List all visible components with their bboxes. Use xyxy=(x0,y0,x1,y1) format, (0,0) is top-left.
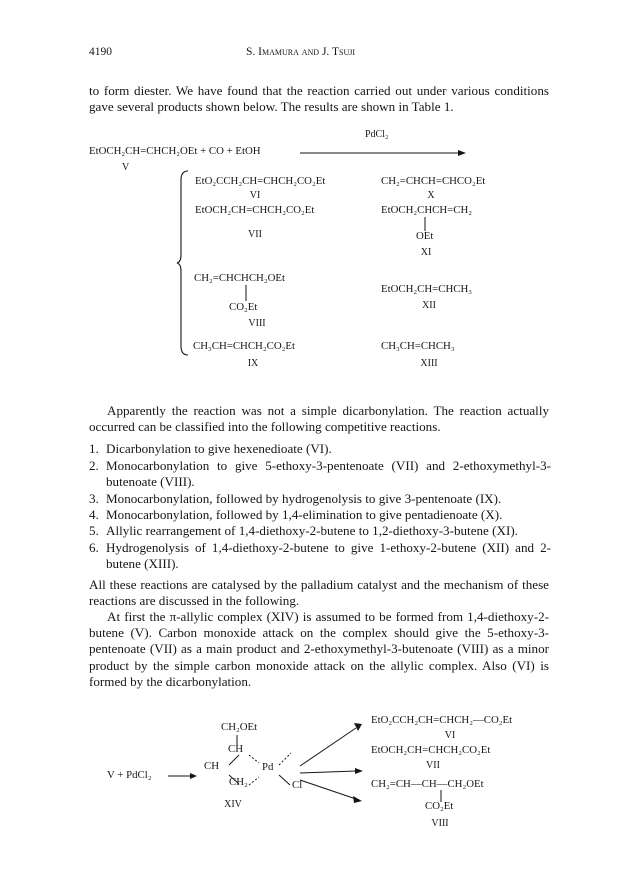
paragraph-4: At first the π-allylic complex (XIV) is assumed to be formed from 1,4-diethoxy-2-butene (V). Carbon monoxide attack on the complex should give the 5-ethoxy-3-pentenoate (VII) as a main product and 2-ethoxymethyl-3-butenoate (VIII) as a minor product by the simple carbon monoxide attack on the allylic complex. Also (VI) is formed by the dicarbonylation. xyxy=(89,609,549,689)
list-item xyxy=(89,458,551,490)
bond-line xyxy=(423,217,427,231)
running-title: S. Imamura and J. Tsuji xyxy=(246,46,355,58)
list-item-text: Monocarbonylation, followed by hydrogenolysis to give 3-pentenoate (IX). xyxy=(106,491,502,506)
list-item xyxy=(89,507,551,523)
paragraph-2: Apparently the reaction was not a simple dicarbonylation. The reaction actually occurred can be classified into the following competitive reactions. xyxy=(89,403,549,435)
product-label: XIII xyxy=(420,358,438,369)
list-item-text: Dicarbonylation to give hexenedioate (VI). xyxy=(106,441,332,456)
list-item-number: 1. xyxy=(89,441,99,456)
list-item xyxy=(89,491,551,507)
complex-pd: Pd xyxy=(262,761,274,773)
product-label: VIII xyxy=(248,318,266,329)
list-item-number: 3. xyxy=(89,491,99,506)
product-label: VII xyxy=(248,229,262,240)
product-arrows xyxy=(292,718,372,818)
list-item-number: 6. xyxy=(89,540,99,555)
reaction-arrow xyxy=(300,148,468,158)
product-formula: EtOCH₂CH=CHCH₃ xyxy=(381,283,473,295)
complex-top-group: CH₂OEt xyxy=(221,721,258,733)
list-item-number: 5. xyxy=(89,523,99,538)
list-item-number: 2. xyxy=(89,458,99,473)
product-formula: CH₂=CHCH=CHCO₂Et xyxy=(381,175,486,187)
product-formula: EtOCH₂CH=CHCH₂CO₂Et xyxy=(195,204,315,216)
product-label: XI xyxy=(420,247,432,258)
bond-line xyxy=(244,285,248,301)
reagent-label: PdCl₂ xyxy=(365,129,389,140)
product-formula: EtO₂CCH₂CH=CHCH₂CO₂Et xyxy=(195,175,326,187)
reactant-equation: V + PdCl₂ xyxy=(107,769,152,781)
reactant-label: V xyxy=(122,162,130,173)
product-label: IX xyxy=(247,358,259,369)
list-item-number: 4. xyxy=(89,507,99,522)
page-number: 4190 xyxy=(89,46,112,58)
product-formula: CH₃CH=CHCH₂CO₂Et xyxy=(193,340,295,352)
list-item xyxy=(89,523,551,539)
substituent: CO₂Et xyxy=(229,301,258,313)
product-label: VI xyxy=(444,730,456,741)
product-label: VII xyxy=(426,760,440,771)
complex-cl: Cl xyxy=(292,779,303,791)
paragraph-3: All these reactions are catalysed by the palladium catalyst and the mechanism of these reactions are discussed in the following. xyxy=(89,577,549,609)
substituent: CO₂Et xyxy=(425,800,454,812)
list-item xyxy=(89,540,551,572)
product-label: X xyxy=(427,190,435,201)
product-formula: EtOCH₂CH=CHCH₂CO₂Et xyxy=(371,744,491,756)
product-formula: EtO₂CCH₂CH=CHCH₂—CO₂Et xyxy=(371,714,513,726)
complex-label: XIV xyxy=(224,799,242,810)
product-formula: CH₃CH=CHCH₃ xyxy=(381,340,455,352)
product-formula: EtOCH₂CHCH=CH₂ xyxy=(381,204,473,216)
product-formula: CH₂=CH—CH—CH₂OEt xyxy=(371,778,484,790)
substituent: OEt xyxy=(416,230,434,242)
complex-ch: CH xyxy=(228,743,243,755)
list-item-text: Hydrogenolysis of 1,4-diethoxy-2-butene to give 1-ethoxy-2-butene (XII) and 2-butene (XIII). xyxy=(106,540,551,572)
list-item xyxy=(89,441,551,457)
intro-paragraph: to form diester. We have found that the reaction carried out under various conditions gave several products shown below. The results are shown in Table 1. xyxy=(89,83,549,115)
reactant-equation: EtOCH₂CH=CHCH₂OEt + CO + EtOH xyxy=(89,145,261,157)
complex-left-ch: CH xyxy=(204,760,219,772)
list-item-text: Monocarbonylation to give 5-ethoxy-3-pentenoate (VII) and 2-ethoxymethyl-3-butenoate (VIII). xyxy=(106,458,551,490)
list-item-text: Monocarbonylation, followed by 1,4-elimination to give pentadienoate (X). xyxy=(106,507,503,522)
product-label: XII xyxy=(422,300,436,311)
product-formula: CH₂=CHCHCH₂OEt xyxy=(194,272,286,284)
product-label: VI xyxy=(249,190,261,201)
list-item-text: Allylic rearrangement of 1,4-diethoxy-2-butene to 1,2-diethoxy-3-butene (XI). xyxy=(106,523,518,538)
complex-bottom-ch2: CH₂ xyxy=(229,776,248,788)
product-brace xyxy=(176,170,190,356)
reaction-arrow xyxy=(168,771,198,781)
product-label: VIII xyxy=(431,818,449,829)
